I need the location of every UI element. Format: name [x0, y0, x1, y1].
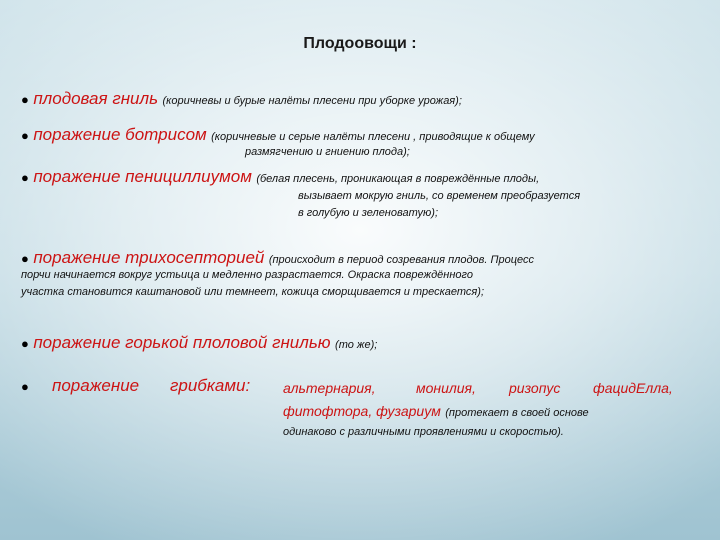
- list-item-4: [21, 248, 534, 268]
- item-description-cont: порчи начинается вокруг устьица и медленно разрастается. Окраска повреждённого: [21, 269, 473, 281]
- fungus-name: монилия,: [416, 380, 476, 396]
- item-term: поражение: [52, 376, 140, 395]
- item-description: (протекает в своей основе: [445, 407, 589, 419]
- slide-title: Плодоовощи :: [303, 35, 417, 52]
- item-description-cont: размягчению и гниению плода);: [245, 146, 410, 158]
- item-term: поражение трихосепторией: [33, 248, 265, 267]
- item-term: грибками:: [170, 376, 251, 395]
- list-item-2: [21, 125, 535, 145]
- item-description: (коричневые и серые налёты плесени , приводящие к общему: [211, 131, 535, 143]
- list-item-5: [21, 333, 377, 353]
- item-term: плодовая гниль: [33, 89, 159, 108]
- item-6-line-2: [283, 403, 589, 421]
- item-description: (то же);: [335, 339, 378, 351]
- fungus-name: фитофтора, фузариум: [283, 403, 441, 419]
- list-item-3: [21, 167, 539, 187]
- fungus-name: фацидЕлла,: [593, 380, 673, 396]
- fungus-name: ризопус: [509, 380, 561, 396]
- item-term: поражение ботрисом: [33, 125, 207, 144]
- item-description-cont: вызывает мокрую гниль, со временем преобразуется: [298, 190, 581, 202]
- item-description-cont: в голубую и зеленоватую);: [298, 207, 439, 219]
- item-description-cont: участка становится каштановой или темнеет, кожица сморщивается и трескается);: [21, 286, 485, 298]
- item-term: поражение пенициллиумом: [33, 167, 252, 186]
- item-term: поражение горькой плоловой гнилью: [33, 333, 331, 352]
- list-item-6: [21, 378, 29, 396]
- bullet-icon: ●: [21, 336, 29, 351]
- bullet-icon: ●: [21, 251, 29, 266]
- list-item-1: [21, 89, 462, 109]
- item-description: (белая плесень, проникающая в повреждённые плоды,: [256, 173, 540, 185]
- item-description: (происходит в период созревания плодов. Процесс: [268, 254, 535, 266]
- bullet-icon: ●: [21, 128, 29, 143]
- item-description: (коричневы и бурые налёты плесени при уборке урожая);: [162, 95, 462, 107]
- bullet-icon: ●: [21, 379, 29, 394]
- bullet-icon: ●: [21, 92, 29, 107]
- fungus-name: альтернария,: [283, 380, 376, 396]
- item-description-cont: одинаково с различными проявлениями и скоростью).: [283, 426, 564, 438]
- bullet-icon: ●: [21, 170, 29, 185]
